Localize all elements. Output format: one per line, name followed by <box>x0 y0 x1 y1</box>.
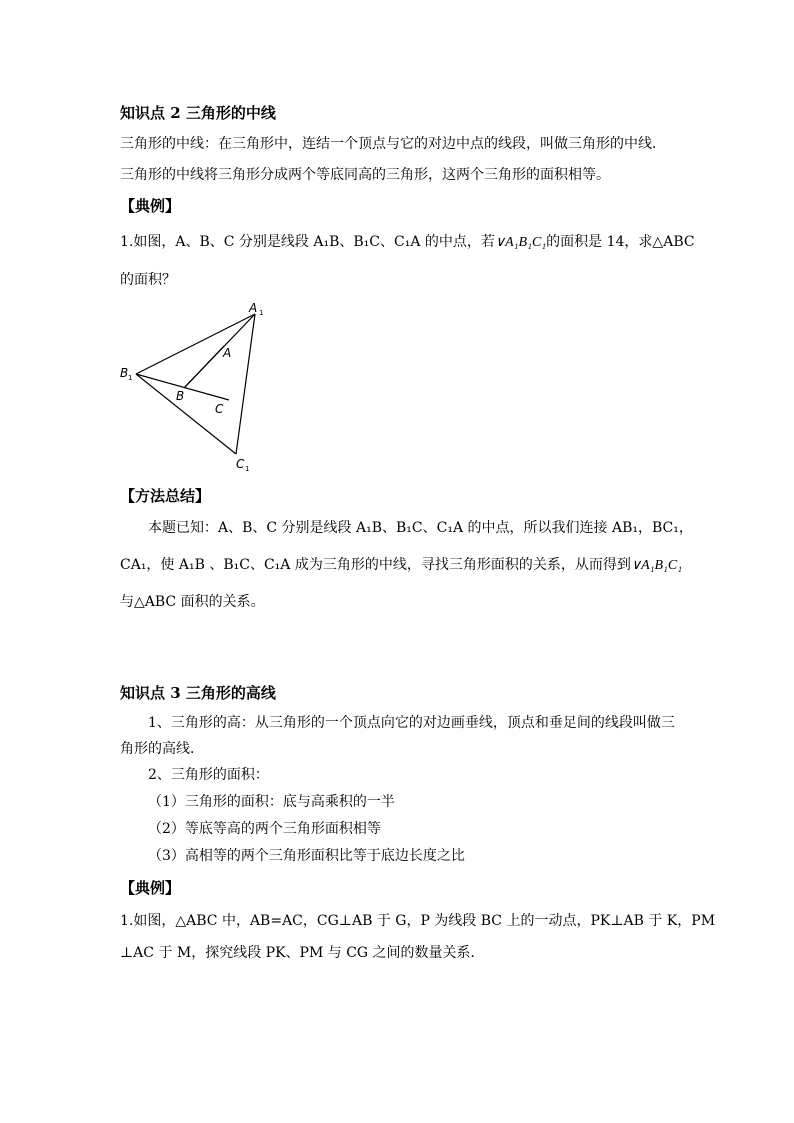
method-summary-line2 <box>120 556 682 575</box>
area-rule-1: （1）三角形的面积：底与高乘积的一半 <box>148 794 395 810</box>
example-question-2-line1: 1.如图，△ABC 中，AB=AC，CG⊥AB 于 G，P 为线段 BC 上的一动点，PK⊥AB 于 K，PM <box>120 913 716 929</box>
line-b-a <box>184 346 224 388</box>
method-summary-line1: 本题已知：A、B、C 分别是线段 A₁B、B₁C、C₁A 的中点，所以我们连接 AB₁，BC₁， <box>148 520 693 536</box>
method-triangle-a1b1c1: ∨A₁B₁C₁ <box>630 558 683 573</box>
label-B1-sub: 1 <box>128 374 133 382</box>
example-header-1: 【典例】 <box>120 197 181 215</box>
area-rule-2: （2）等底等高的两个三角形面积相等 <box>148 821 381 837</box>
label-C1-sub: 1 <box>245 465 250 473</box>
label-A1-sub: 1 <box>259 309 264 317</box>
label-A: A <box>223 346 232 360</box>
label-B: B <box>176 389 185 403</box>
altitude-definition-line1: 1、三角形的高：从三角形的一个顶点向它的对边画垂线，顶点和垂足间的线段叫做三 <box>148 715 675 731</box>
line-a1-c1 <box>236 314 255 454</box>
section3-title: 知识点 3 三角形的高线 <box>120 684 276 702</box>
area-heading: 2、三角形的面积： <box>148 767 269 783</box>
q1-part1: 1.如图，A、B、C 分别是线段 A₁B、B₁C、C₁A 的中点，若 <box>120 234 495 250</box>
section2-title: 知识点 2 三角形的中线 <box>120 104 276 122</box>
example-question-1-line2: 的面积？ <box>120 272 176 288</box>
example-question-2-line2: ⊥AC 于 M，探究线段 PK、PM 与 CG 之间的数量关系． <box>120 945 485 961</box>
label-C: C <box>215 402 224 416</box>
median-definition: 三角形的中线：在三角形中，连结一个顶点与它的对边中点的线段，叫做三角形的中线． <box>120 136 666 152</box>
method-summary-header: 【方法总结】 <box>120 487 211 505</box>
label-C1: C <box>236 457 245 471</box>
q1-part2: 的面积是 14，求△ABC <box>546 234 695 250</box>
method-line2-text: CA₁，使 A₁B 、B₁C、C₁A 成为三角形的中线，寻找三角形面积的关系，从而得到 <box>120 557 631 573</box>
triangle-a1b1c1: ∨A₁B₁C₁ <box>494 235 547 250</box>
line-b1-a1 <box>136 314 255 374</box>
method-summary-line3: 与△ABC 面积的关系。 <box>120 594 265 610</box>
median-property: 三角形的中线将三角形分成两个等底同高的三角形，这两个三角形的面积相等。 <box>120 167 610 183</box>
example-question-1-line1 <box>120 233 695 252</box>
triangle-figure <box>112 296 282 478</box>
example-header-2: 【典例】 <box>120 879 181 897</box>
label-A1: A <box>249 301 258 315</box>
triangle-diagram <box>112 296 282 478</box>
area-rule-3: （3）高相等的两个三角形面积比等于底边长度之比 <box>148 848 465 864</box>
label-B1: B <box>120 366 129 380</box>
altitude-definition-line2: 角形的高线． <box>120 741 204 757</box>
